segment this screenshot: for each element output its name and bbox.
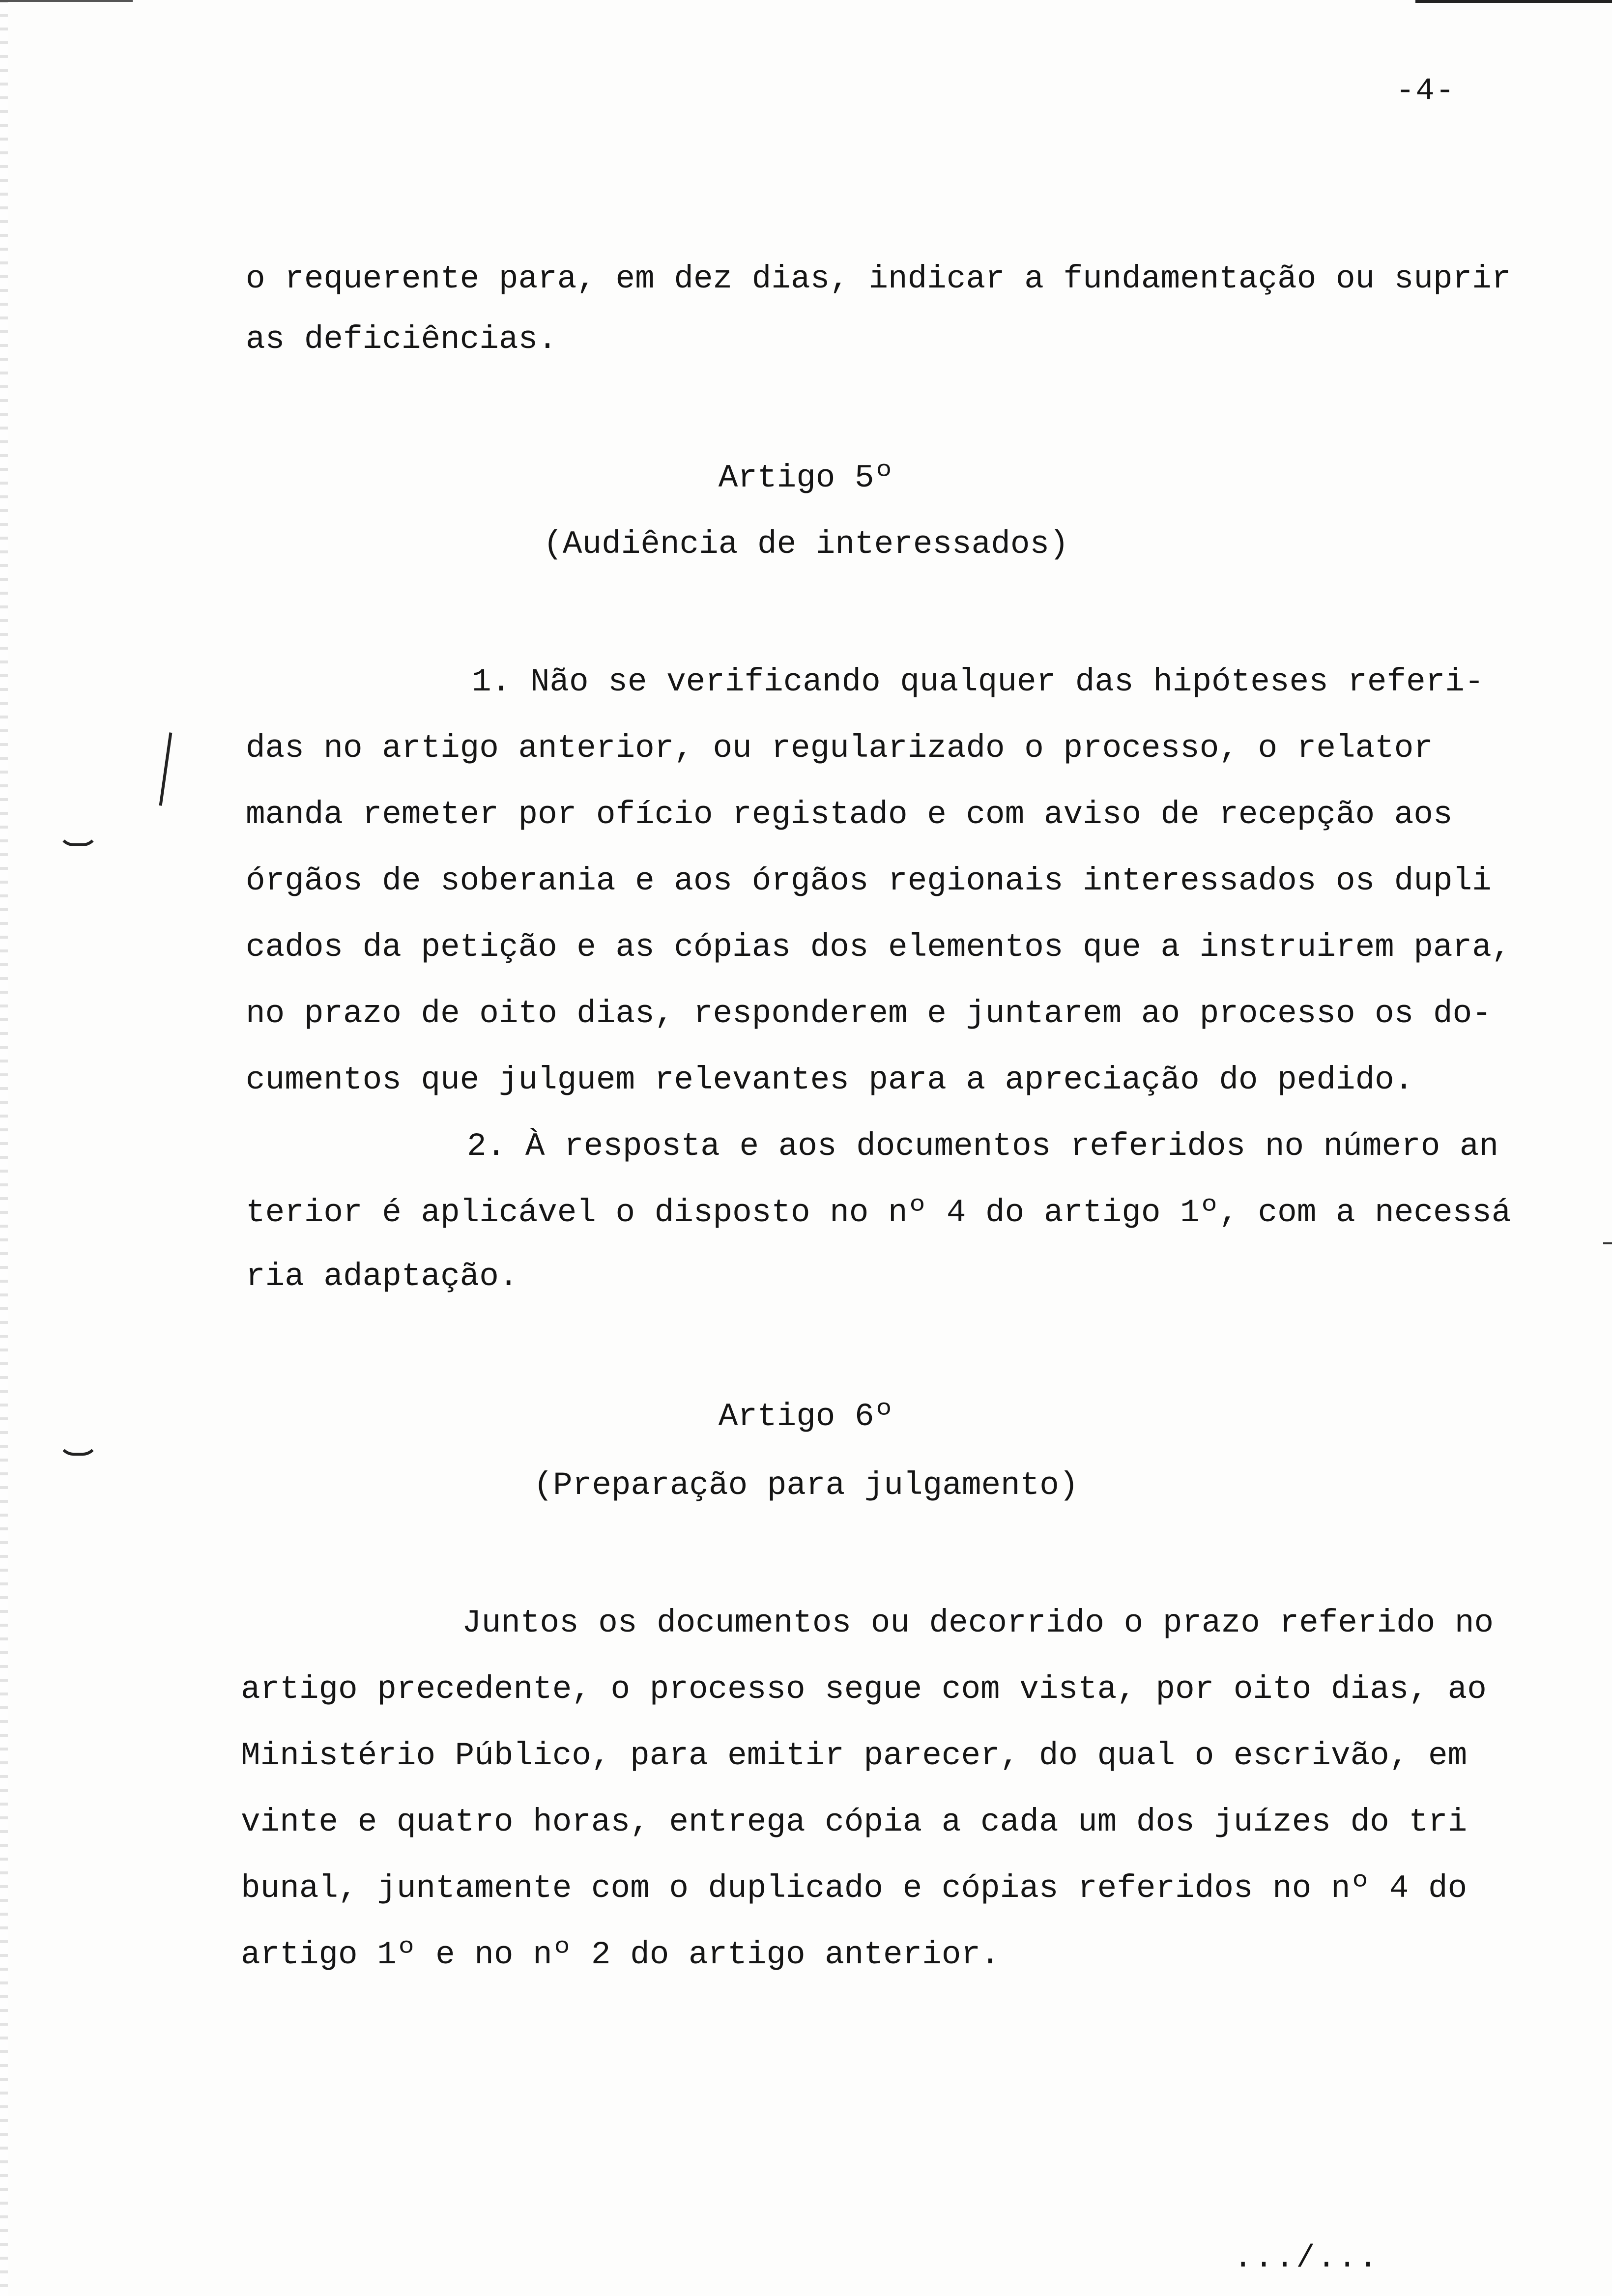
right-edge-tick (1603, 1242, 1612, 1244)
article6-line-1: Juntos os documentos ou decorrido o prazo referido no (462, 1605, 1494, 1641)
article6-title: Artigo 6º (718, 1398, 894, 1435)
article6-subtitle: (Preparação para julgamento) (533, 1467, 1079, 1504)
article5-p1-line-2: das no artigo anterior, ou regularizado o processo, o relator (246, 730, 1433, 767)
margin-check-mark-2 (58, 1440, 98, 1456)
article5-p1-line-3: manda remeter por ofício registado e com aviso de recepção aos (246, 796, 1453, 833)
article5-title: Artigo 5º (718, 459, 894, 496)
article5-p1-line-5: cados da petição e as cópias dos elementos que a instruirem para, (246, 929, 1511, 966)
continuation-marker: .../... (1234, 2241, 1380, 2276)
margin-check-mark-1 (58, 831, 98, 846)
page-number: -4- (1396, 74, 1456, 109)
article5-p2-line-1: 2. À resposta e aos documentos referidos no número an (467, 1128, 1499, 1165)
scan-left-edge (0, 0, 8, 2296)
intro-line-1: o requerente para, em dez dias, indicar a fundamentação ou suprir (246, 260, 1511, 297)
article6-line-5: bunal, juntamente com o duplicado e cópias referidos no nº 4 do (241, 1870, 1468, 1907)
article5-p2-line-2: terior é aplicável o disposto no nº 4 do artigo 1º, com a necessá (246, 1194, 1511, 1231)
top-rule-right (1415, 0, 1612, 3)
article5-p1-line-4: órgãos de soberania e aos órgãos regionais interessados os dupli (246, 862, 1492, 899)
article5-p1-line-1: 1. Não se verificando qualquer das hipóteses referi- (472, 663, 1484, 700)
top-rule-left (0, 0, 133, 2)
article6-line-3: Ministério Público, para emitir parecer, do qual o escrivão, em (241, 1737, 1468, 1774)
article5-p1-line-7: cumentos que julguem relevantes para a apreciação do pedido. (246, 1062, 1414, 1098)
article5-p1-line-6: no prazo de oito dias, responderem e juntarem ao processo os do- (246, 995, 1492, 1032)
article6-line-4: vinte e quatro horas, entrega cópia a cada um dos juízes do tri (241, 1804, 1468, 1840)
article6-line-6: artigo 1º e no nº 2 do artigo anterior. (241, 1936, 1000, 1973)
article6-line-2: artigo precedente, o processo segue com vista, por oito dias, ao (241, 1671, 1487, 1708)
margin-slash-mark (159, 732, 173, 805)
intro-line-2: as deficiências. (246, 321, 557, 358)
article5-p2-line-3: ria adaptação. (246, 1258, 518, 1295)
article5-subtitle: (Audiência de interessados) (543, 526, 1069, 563)
